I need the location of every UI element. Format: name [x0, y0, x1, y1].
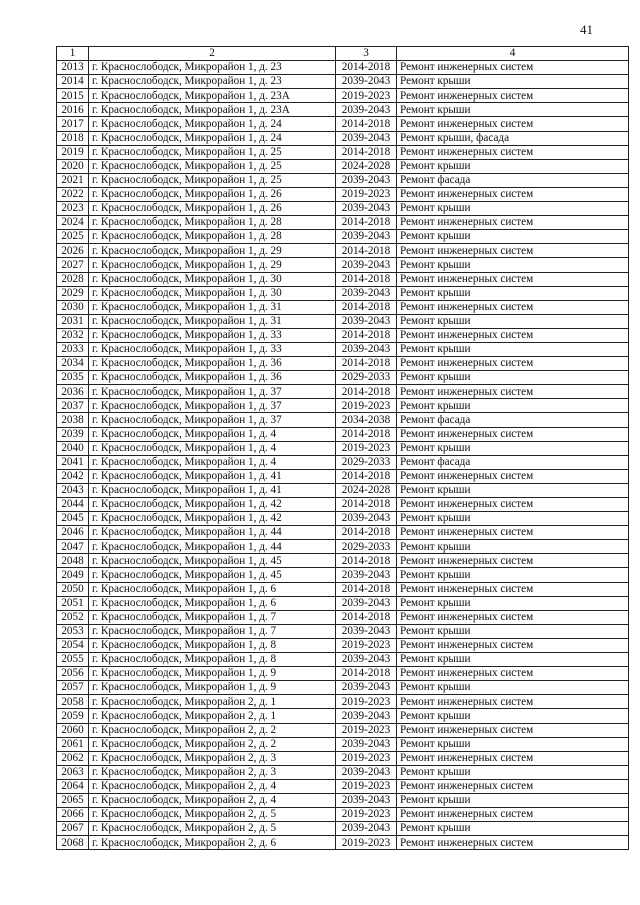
row-number: 2026: [57, 244, 89, 258]
row-number: 2029: [57, 286, 89, 300]
table-row: [57, 159, 629, 173]
table-row: [57, 751, 629, 765]
table-row: [57, 328, 629, 342]
row-number: 2068: [57, 836, 89, 850]
row-number: 2051: [57, 596, 89, 610]
column-header-4: 4: [397, 47, 629, 61]
row-number: 2046: [57, 526, 89, 540]
table-row: [57, 61, 629, 75]
work-type-cell: Ремонт крыши: [397, 540, 629, 554]
row-number: 2067: [57, 822, 89, 836]
page-number: 41: [580, 22, 593, 37]
address-cell: г. Краснослободск, Микрорайон 2, д. 1: [89, 695, 336, 709]
address-cell: г. Краснослободск, Микрорайон 1, д. 4: [89, 455, 336, 469]
address-cell: г. Краснослободск, Микрорайон 1, д. 45: [89, 568, 336, 582]
address-cell: г. Краснослободск, Микрорайон 2, д. 1: [89, 709, 336, 723]
row-number: 2035: [57, 371, 89, 385]
address-cell: г. Краснослободск, Микрорайон 1, д. 25: [89, 173, 336, 187]
row-number: 2025: [57, 230, 89, 244]
address-cell: г. Краснослободск, Микрорайон 1, д. 23: [89, 75, 336, 89]
work-type-cell: Ремонт инженерных систем: [397, 723, 629, 737]
table-row: [57, 399, 629, 413]
address-cell: г. Краснослободск, Микрорайон 2, д. 2: [89, 737, 336, 751]
period-cell: 2014-2018: [336, 145, 397, 159]
work-type-cell: Ремонт инженерных систем: [397, 145, 629, 159]
table-row: [57, 653, 629, 667]
row-number: 2032: [57, 328, 89, 342]
table-row: [57, 371, 629, 385]
period-cell: 2039-2043: [336, 202, 397, 216]
table-row: [57, 723, 629, 737]
address-cell: г. Краснослободск, Микрорайон 1, д. 23: [89, 61, 336, 75]
row-number: 2047: [57, 540, 89, 554]
work-type-cell: Ремонт инженерных систем: [397, 117, 629, 131]
work-type-cell: Ремонт инженерных систем: [397, 554, 629, 568]
table-row: [57, 103, 629, 117]
period-cell: 2014-2018: [336, 610, 397, 624]
table-row: [57, 300, 629, 314]
row-number: 2036: [57, 385, 89, 399]
table-row: [57, 145, 629, 159]
work-type-cell: Ремонт инженерных систем: [397, 89, 629, 103]
period-cell: 2019-2023: [336, 187, 397, 201]
row-number: 2056: [57, 667, 89, 681]
work-type-cell: Ремонт инженерных систем: [397, 469, 629, 483]
work-type-cell: Ремонт крыши: [397, 624, 629, 638]
address-cell: г. Краснослободск, Микрорайон 1, д. 37: [89, 413, 336, 427]
row-number: 2031: [57, 314, 89, 328]
table-row: [57, 173, 629, 187]
table-row: [57, 709, 629, 723]
period-cell: 2039-2043: [336, 793, 397, 807]
work-type-cell: Ремонт инженерных систем: [397, 610, 629, 624]
work-type-cell: Ремонт крыши: [397, 342, 629, 356]
table-row: [57, 427, 629, 441]
address-cell: г. Краснослободск, Микрорайон 1, д. 25: [89, 145, 336, 159]
work-type-cell: Ремонт крыши: [397, 75, 629, 89]
period-cell: 2039-2043: [336, 765, 397, 779]
row-number: 2037: [57, 399, 89, 413]
address-cell: г. Краснослободск, Микрорайон 1, д. 8: [89, 653, 336, 667]
row-number: 2022: [57, 187, 89, 201]
period-cell: 2019-2023: [336, 695, 397, 709]
period-cell: 2014-2018: [336, 498, 397, 512]
row-number: 2034: [57, 357, 89, 371]
period-cell: 2034-2038: [336, 413, 397, 427]
table-row: [57, 258, 629, 272]
work-type-cell: Ремонт инженерных систем: [397, 216, 629, 230]
row-number: 2053: [57, 624, 89, 638]
table-row: [57, 554, 629, 568]
period-cell: 2039-2043: [336, 286, 397, 300]
address-cell: г. Краснослободск, Микрорайон 1, д. 25: [89, 159, 336, 173]
address-cell: г. Краснослободск, Микрорайон 1, д. 8: [89, 638, 336, 652]
row-number: 2061: [57, 737, 89, 751]
table-row: [57, 582, 629, 596]
work-type-cell: Ремонт крыши: [397, 258, 629, 272]
work-type-cell: Ремонт крыши: [397, 202, 629, 216]
work-type-cell: Ремонт крыши: [397, 568, 629, 582]
address-cell: г. Краснослободск, Микрорайон 1, д. 7: [89, 624, 336, 638]
row-number: 2066: [57, 808, 89, 822]
address-cell: г. Краснослободск, Микрорайон 1, д. 41: [89, 469, 336, 483]
table-row: [57, 808, 629, 822]
period-cell: 2039-2043: [336, 681, 397, 695]
work-type-cell: Ремонт крыши: [397, 159, 629, 173]
header-row: [57, 47, 629, 61]
work-type-cell: Ремонт крыши: [397, 765, 629, 779]
work-type-cell: Ремонт крыши: [397, 399, 629, 413]
period-cell: 2039-2043: [336, 173, 397, 187]
address-cell: г. Краснослободск, Микрорайон 1, д. 23А: [89, 89, 336, 103]
column-header-2: 2: [89, 47, 336, 61]
row-number: 2042: [57, 469, 89, 483]
row-number: 2052: [57, 610, 89, 624]
row-number: 2039: [57, 427, 89, 441]
period-cell: 2039-2043: [336, 512, 397, 526]
column-header-1: 1: [57, 47, 89, 61]
period-cell: 2039-2043: [336, 103, 397, 117]
table-row: [57, 75, 629, 89]
address-cell: г. Краснослободск, Микрорайон 1, д. 9: [89, 667, 336, 681]
period-cell: 2014-2018: [336, 385, 397, 399]
period-cell: 2014-2018: [336, 272, 397, 286]
table-row: [57, 822, 629, 836]
address-cell: г. Краснослободск, Микрорайон 1, д. 4: [89, 427, 336, 441]
work-type-cell: Ремонт инженерных систем: [397, 808, 629, 822]
work-type-cell: Ремонт инженерных систем: [397, 244, 629, 258]
row-number: 2019: [57, 145, 89, 159]
address-cell: г. Краснослободск, Микрорайон 1, д. 24: [89, 131, 336, 145]
work-type-cell: Ремонт крыши: [397, 230, 629, 244]
address-cell: г. Краснослободск, Микрорайон 1, д. 29: [89, 244, 336, 258]
row-number: 2015: [57, 89, 89, 103]
table-row: [57, 498, 629, 512]
table-row: [57, 793, 629, 807]
row-number: 2050: [57, 582, 89, 596]
period-cell: 2014-2018: [336, 244, 397, 258]
table-row: [57, 540, 629, 554]
period-cell: 2014-2018: [336, 526, 397, 540]
work-type-cell: Ремонт крыши: [397, 314, 629, 328]
work-type-cell: Ремонт инженерных систем: [397, 427, 629, 441]
row-number: 2013: [57, 61, 89, 75]
work-type-cell: Ремонт фасада: [397, 455, 629, 469]
table-row: [57, 230, 629, 244]
table-row: [57, 638, 629, 652]
table-body: [57, 61, 629, 850]
row-number: 2059: [57, 709, 89, 723]
row-number: 2054: [57, 638, 89, 652]
period-cell: 2039-2043: [336, 822, 397, 836]
work-type-cell: Ремонт инженерных систем: [397, 751, 629, 765]
period-cell: 2014-2018: [336, 328, 397, 342]
row-number: 2060: [57, 723, 89, 737]
period-cell: 2019-2023: [336, 441, 397, 455]
address-cell: г. Краснослободск, Микрорайон 1, д. 37: [89, 399, 336, 413]
address-cell: г. Краснослободск, Микрорайон 1, д. 42: [89, 498, 336, 512]
period-cell: 2019-2023: [336, 836, 397, 850]
period-cell: 2019-2023: [336, 89, 397, 103]
row-number: 2021: [57, 173, 89, 187]
period-cell: 2019-2023: [336, 808, 397, 822]
table-row: [57, 526, 629, 540]
table-row: [57, 455, 629, 469]
work-type-cell: Ремонт инженерных систем: [397, 779, 629, 793]
period-cell: 2014-2018: [336, 667, 397, 681]
row-number: 2020: [57, 159, 89, 173]
address-cell: г. Краснослободск, Микрорайон 1, д. 36: [89, 357, 336, 371]
row-number: 2063: [57, 765, 89, 779]
table-row: [57, 314, 629, 328]
period-cell: 2039-2043: [336, 624, 397, 638]
address-cell: г. Краснослободск, Микрорайон 1, д. 44: [89, 526, 336, 540]
row-number: 2055: [57, 653, 89, 667]
address-cell: г. Краснослободск, Микрорайон 1, д. 36: [89, 371, 336, 385]
address-cell: г. Краснослободск, Микрорайон 1, д. 33: [89, 342, 336, 356]
table-row: [57, 202, 629, 216]
address-cell: г. Краснослободск, Микрорайон 2, д. 5: [89, 822, 336, 836]
table-row: [57, 187, 629, 201]
table-row: [57, 695, 629, 709]
address-cell: г. Краснослободск, Микрорайон 2, д. 4: [89, 793, 336, 807]
period-cell: 2019-2023: [336, 751, 397, 765]
work-type-cell: Ремонт крыши: [397, 371, 629, 385]
period-cell: 2039-2043: [336, 75, 397, 89]
address-cell: г. Краснослободск, Микрорайон 1, д. 6: [89, 582, 336, 596]
work-type-cell: Ремонт инженерных систем: [397, 385, 629, 399]
row-number: 2016: [57, 103, 89, 117]
period-cell: 2024-2028: [336, 483, 397, 497]
table-row: [57, 483, 629, 497]
period-cell: 2019-2023: [336, 399, 397, 413]
table-row: [57, 836, 629, 850]
address-cell: г. Краснослободск, Микрорайон 1, д. 28: [89, 230, 336, 244]
table-row: [57, 737, 629, 751]
address-cell: г. Краснослободск, Микрорайон 2, д. 2: [89, 723, 336, 737]
address-cell: г. Краснослободск, Микрорайон 1, д. 23А: [89, 103, 336, 117]
row-number: 2058: [57, 695, 89, 709]
row-number: 2028: [57, 272, 89, 286]
address-cell: г. Краснослободск, Микрорайон 2, д. 5: [89, 808, 336, 822]
row-number: 2033: [57, 342, 89, 356]
table-row: [57, 469, 629, 483]
address-cell: г. Краснослободск, Микрорайон 1, д. 44: [89, 540, 336, 554]
row-number: 2044: [57, 498, 89, 512]
table-row: [57, 596, 629, 610]
address-cell: г. Краснослободск, Микрорайон 2, д. 4: [89, 779, 336, 793]
row-number: 2062: [57, 751, 89, 765]
table-row: [57, 357, 629, 371]
row-number: 2045: [57, 512, 89, 526]
work-type-cell: Ремонт крыши: [397, 653, 629, 667]
period-cell: 2014-2018: [336, 357, 397, 371]
work-type-cell: Ремонт инженерных систем: [397, 187, 629, 201]
work-type-cell: Ремонт крыши: [397, 286, 629, 300]
period-cell: 2019-2023: [336, 723, 397, 737]
period-cell: 2014-2018: [336, 216, 397, 230]
address-cell: г. Краснослободск, Микрорайон 1, д. 30: [89, 272, 336, 286]
work-type-cell: Ремонт инженерных систем: [397, 667, 629, 681]
period-cell: 2014-2018: [336, 117, 397, 131]
row-number: 2030: [57, 300, 89, 314]
period-cell: 2014-2018: [336, 582, 397, 596]
work-type-cell: Ремонт фасада: [397, 413, 629, 427]
address-cell: г. Краснослободск, Микрорайон 1, д. 41: [89, 483, 336, 497]
table-row: [57, 286, 629, 300]
address-cell: г. Краснослободск, Микрорайон 1, д. 33: [89, 328, 336, 342]
period-cell: 2014-2018: [336, 61, 397, 75]
row-number: 2065: [57, 793, 89, 807]
period-cell: 2029-2033: [336, 540, 397, 554]
row-number: 2041: [57, 455, 89, 469]
row-number: 2017: [57, 117, 89, 131]
period-cell: 2039-2043: [336, 131, 397, 145]
table-row: [57, 216, 629, 230]
period-cell: 2039-2043: [336, 737, 397, 751]
address-cell: г. Краснослободск, Микрорайон 1, д. 45: [89, 554, 336, 568]
work-type-cell: Ремонт инженерных систем: [397, 272, 629, 286]
period-cell: 2039-2043: [336, 568, 397, 582]
table-row: [57, 441, 629, 455]
address-cell: г. Краснослободск, Микрорайон 1, д. 26: [89, 187, 336, 201]
work-type-cell: Ремонт крыши: [397, 512, 629, 526]
work-type-cell: Ремонт фасада: [397, 173, 629, 187]
work-type-cell: Ремонт инженерных систем: [397, 638, 629, 652]
table-row: [57, 512, 629, 526]
address-cell: г. Краснослободск, Микрорайон 1, д. 6: [89, 596, 336, 610]
table-row: [57, 244, 629, 258]
address-cell: г. Краснослободск, Микрорайон 1, д. 26: [89, 202, 336, 216]
work-type-cell: Ремонт инженерных систем: [397, 357, 629, 371]
address-cell: г. Краснослободск, Микрорайон 1, д. 31: [89, 314, 336, 328]
period-cell: 2039-2043: [336, 314, 397, 328]
work-type-cell: Ремонт крыши: [397, 103, 629, 117]
work-type-cell: Ремонт крыши: [397, 709, 629, 723]
table-row: [57, 342, 629, 356]
address-cell: г. Краснослободск, Микрорайон 1, д. 29: [89, 258, 336, 272]
work-type-cell: Ремонт инженерных систем: [397, 328, 629, 342]
table-row: [57, 117, 629, 131]
table-row: [57, 385, 629, 399]
row-number: 2038: [57, 413, 89, 427]
work-type-cell: Ремонт инженерных систем: [397, 61, 629, 75]
period-cell: 2039-2043: [336, 596, 397, 610]
period-cell: 2014-2018: [336, 469, 397, 483]
table-row: [57, 624, 629, 638]
address-cell: г. Краснослободск, Микрорайон 1, д. 9: [89, 681, 336, 695]
work-type-cell: Ремонт инженерных систем: [397, 300, 629, 314]
work-type-cell: Ремонт крыши: [397, 596, 629, 610]
work-type-cell: Ремонт инженерных систем: [397, 526, 629, 540]
table-row: [57, 413, 629, 427]
capital-repair-table: [56, 46, 629, 850]
row-number: 2057: [57, 681, 89, 695]
row-number: 2023: [57, 202, 89, 216]
row-number: 2049: [57, 568, 89, 582]
period-cell: 2029-2033: [336, 455, 397, 469]
table-row: [57, 667, 629, 681]
work-type-cell: Ремонт инженерных систем: [397, 582, 629, 596]
period-cell: 2019-2023: [336, 779, 397, 793]
work-type-cell: Ремонт инженерных систем: [397, 695, 629, 709]
period-cell: 2029-2033: [336, 371, 397, 385]
row-number: 2027: [57, 258, 89, 272]
work-type-cell: Ремонт крыши, фасада: [397, 131, 629, 145]
address-cell: г. Краснослободск, Микрорайон 1, д. 28: [89, 216, 336, 230]
row-number: 2043: [57, 483, 89, 497]
address-cell: г. Краснослободск, Микрорайон 2, д. 3: [89, 751, 336, 765]
table-row: [57, 681, 629, 695]
work-type-cell: Ремонт инженерных систем: [397, 498, 629, 512]
table-row: [57, 568, 629, 582]
work-type-cell: Ремонт инженерных систем: [397, 836, 629, 850]
table-row: [57, 272, 629, 286]
row-number: 2040: [57, 441, 89, 455]
address-cell: г. Краснослободск, Микрорайон 2, д. 3: [89, 765, 336, 779]
address-cell: г. Краснослободск, Микрорайон 1, д. 30: [89, 286, 336, 300]
table-row: [57, 89, 629, 103]
address-cell: г. Краснослободск, Микрорайон 1, д. 37: [89, 385, 336, 399]
column-header-3: 3: [336, 47, 397, 61]
row-number: 2024: [57, 216, 89, 230]
work-type-cell: Ремонт крыши: [397, 681, 629, 695]
address-cell: г. Краснослободск, Микрорайон 2, д. 6: [89, 836, 336, 850]
period-cell: 2014-2018: [336, 554, 397, 568]
row-number: 2064: [57, 779, 89, 793]
table-row: [57, 131, 629, 145]
period-cell: 2014-2018: [336, 427, 397, 441]
row-number: 2014: [57, 75, 89, 89]
row-number: 2048: [57, 554, 89, 568]
work-type-cell: Ремонт крыши: [397, 441, 629, 455]
row-number: 2018: [57, 131, 89, 145]
period-cell: 2039-2043: [336, 653, 397, 667]
work-type-cell: Ремонт крыши: [397, 737, 629, 751]
address-cell: г. Краснослободск, Микрорайон 1, д. 31: [89, 300, 336, 314]
period-cell: 2019-2023: [336, 638, 397, 652]
work-type-cell: Ремонт крыши: [397, 483, 629, 497]
table-row: [57, 765, 629, 779]
period-cell: 2039-2043: [336, 709, 397, 723]
work-type-cell: Ремонт крыши: [397, 822, 629, 836]
period-cell: 2039-2043: [336, 230, 397, 244]
work-type-cell: Ремонт крыши: [397, 793, 629, 807]
period-cell: 2024-2028: [336, 159, 397, 173]
address-cell: г. Краснослободск, Микрорайон 1, д. 24: [89, 117, 336, 131]
period-cell: 2039-2043: [336, 258, 397, 272]
address-cell: г. Краснослободск, Микрорайон 1, д. 4: [89, 441, 336, 455]
period-cell: 2014-2018: [336, 300, 397, 314]
period-cell: 2039-2043: [336, 342, 397, 356]
address-cell: г. Краснослободск, Микрорайон 1, д. 42: [89, 512, 336, 526]
table-row: [57, 779, 629, 793]
table-row: [57, 610, 629, 624]
address-cell: г. Краснослободск, Микрорайон 1, д. 7: [89, 610, 336, 624]
